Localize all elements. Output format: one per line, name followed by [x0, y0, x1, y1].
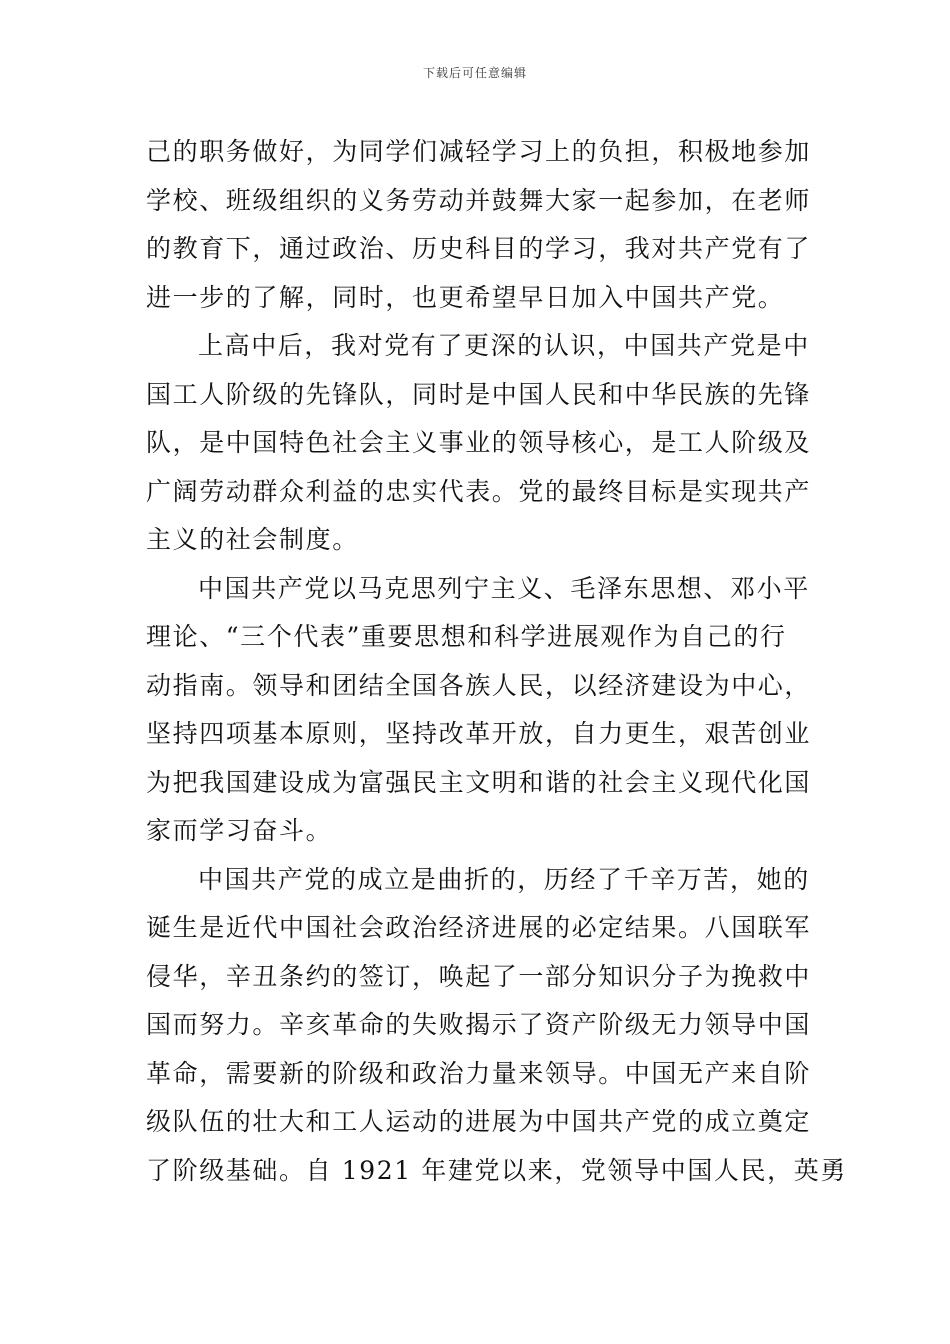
- text-line: 主义的社会制度。: [146, 525, 359, 554]
- text-line: 了阶级基础。自 1921 年建党以来，党领导中国人民，英勇: [146, 1155, 847, 1185]
- document-body: [146, 128, 847, 1195]
- paragraph-first-line: 中国共产党以马克思列宁主义、毛泽东思想、邓小平: [198, 573, 810, 603]
- paragraph-first-line: 上高中后，我对党有了更深的认识，中国共产党是中: [198, 331, 810, 360]
- text-line: 家而学习奋斗。: [146, 816, 333, 845]
- text-line: 进一步的了解，同时，也更希望早日加入中国共产党。: [146, 282, 785, 312]
- page-header-note: 下载后可任意编辑: [422, 66, 527, 80]
- paragraph-first-line: 中国共产党的成立是曲折的，历经了千辛万苦，她的: [198, 864, 810, 894]
- text-line: 侵华，辛丑条约的签订，唤起了一部分知识分子为挽救中: [146, 961, 812, 991]
- text-line: 级队伍的壮大和工人运动的进展为中国共产党的成立奠定: [146, 1107, 812, 1136]
- text-line: 国工人阶级的先锋队，同时是中国人民和中华民族的先锋: [146, 379, 812, 409]
- text-line: 动指南。领导和团结全国各族人民，以经济建设为中心，: [146, 670, 812, 700]
- text-line: 坚持四项基本原则，坚持改革开放，自力更生，艰苦创业: [146, 719, 812, 748]
- text-line: 学校、班级组织的义务劳动并鼓舞大家一起参加，在老师: [146, 185, 812, 215]
- text-line: 革命，需要新的阶级和政治力量来领导。中国无产来自阶: [146, 1058, 812, 1088]
- text-line: 队，是中国特色社会主义事业的领导核心，是工人阶级及: [146, 428, 812, 457]
- text-line: 的教育下，通过政治、历史科目的学习，我对共产党有了: [146, 234, 812, 263]
- text-line: 理论、“三个代表”重要思想和科学进展观作为自己的行: [146, 622, 787, 651]
- text-line: 为把我国建设成为富强民主文明和谐的社会主义现代化国: [146, 767, 812, 797]
- text-line: 广阔劳动群众利益的忠实代表。党的最终目标是实现共产: [146, 476, 812, 506]
- text-line: 诞生是近代中国社会政治经济进展的必定结果。八国联军: [146, 913, 812, 942]
- text-line: 国而努力。辛亥革命的失败揭示了资产阶级无力领导中国: [146, 1010, 812, 1039]
- text-line: 己的职务做好，为同学们减轻学习上的负担，积极地参加: [146, 137, 812, 166]
